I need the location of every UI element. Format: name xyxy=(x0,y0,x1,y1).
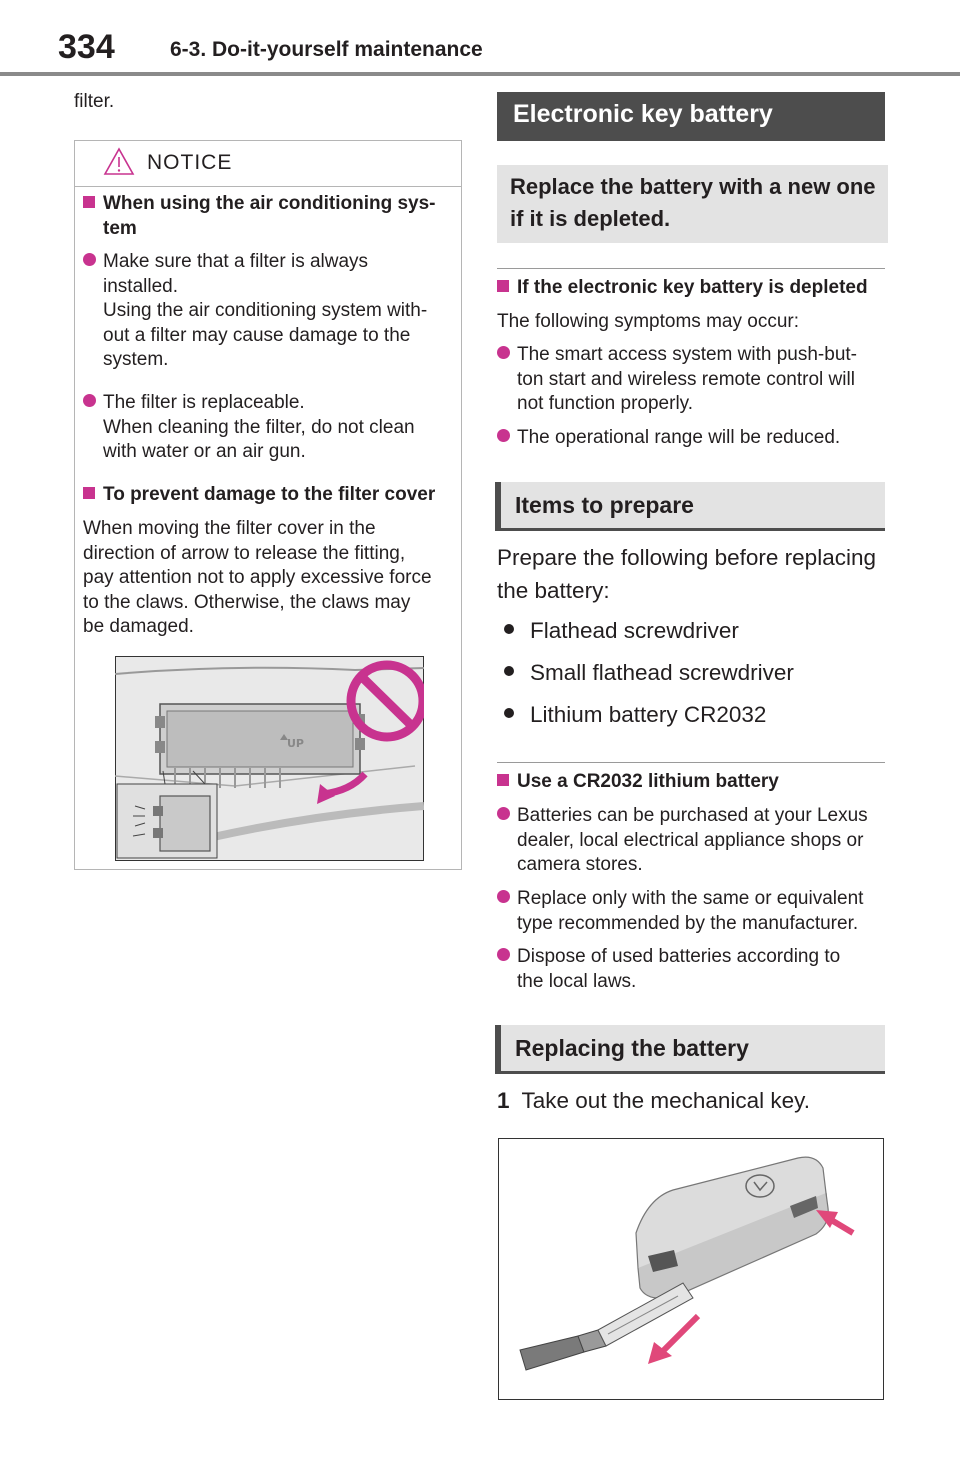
depleted-bullet-1: The smart access system with push-but- ton start and wireless remote control will not function properly. xyxy=(497,343,887,417)
notice-cover-text: When moving the filter cover in the direction of arrow to release the fitting, pay attention not to apply excessive force to the claws. Otherwise, the claws may be damaged. xyxy=(83,518,432,637)
summary-box xyxy=(497,165,888,243)
divider xyxy=(497,268,885,269)
up-label: UP xyxy=(287,737,304,750)
divider xyxy=(497,762,885,763)
square-bullet-icon xyxy=(83,196,95,208)
warning-icon xyxy=(103,147,135,177)
continued-text: filter. xyxy=(74,91,115,112)
heading-items-to-prepare: Items to prepare xyxy=(495,482,885,531)
use-bullet-1: Batteries can be purchased at your Lexus dealer, local electrical appliance shops or camera stores. xyxy=(497,804,897,878)
page-number: 334 xyxy=(58,28,115,66)
section-title: 6-3. Do-it-yourself maintenance xyxy=(170,38,483,61)
notice-header xyxy=(75,141,461,187)
notice-heading-cover: To prevent damage to the filter cover xyxy=(83,483,458,508)
round-bullet-icon xyxy=(497,807,510,820)
list-item: Small flathead screwdriver xyxy=(504,660,884,702)
list-item: Lithium battery CR2032 xyxy=(504,702,884,744)
heading-replacing-battery: Replacing the battery xyxy=(495,1025,885,1074)
depleted-bullet-2: The operational range will be reduced. xyxy=(497,426,887,451)
depleted-intro: The following symptoms may occur: xyxy=(497,311,799,332)
square-bullet-icon xyxy=(497,774,509,786)
notice-bullet-filter-installed: Make sure that a filter is always installed. Using the air conditioning system with- out a filter may cause damage to the system. xyxy=(83,250,458,373)
use-bullet-3: Dispose of used batteries according to the local laws. xyxy=(497,945,897,994)
use-bullet-2: Replace only with the same or equivalent type recommended by the manufacturer. xyxy=(497,887,897,936)
heading-electronic-key-battery: Electronic key battery xyxy=(497,92,885,141)
round-bullet-icon xyxy=(83,394,96,407)
summary-text: Replace the battery with a new one if it is depleted. xyxy=(510,174,876,231)
notice-box xyxy=(74,140,462,870)
bullet-icon xyxy=(504,624,514,634)
round-bullet-icon xyxy=(83,253,96,266)
heading-use-cr2032: Use a CR2032 lithium battery xyxy=(497,770,887,795)
bullet-icon xyxy=(504,666,514,676)
bullet-icon xyxy=(504,708,514,718)
header-rule xyxy=(0,72,960,76)
filter-cover-illustration xyxy=(115,656,424,861)
notice-heading-ac: When using the air conditioning sys- tem xyxy=(83,192,453,241)
round-bullet-icon xyxy=(497,948,510,961)
mechanical-key-illustration xyxy=(498,1138,884,1400)
list-item: Flathead screwdriver xyxy=(504,618,884,660)
round-bullet-icon xyxy=(497,890,510,903)
heading-key-depleted: If the electronic key battery is depleted xyxy=(497,276,887,301)
items-intro: Prepare the following before replacing the battery: xyxy=(497,545,876,603)
round-bullet-icon xyxy=(497,429,510,442)
notice-bullet-replaceable: The filter is replaceable. When cleaning the filter, do not clean with water or an air gun. xyxy=(83,391,458,465)
step-1 xyxy=(497,1088,810,1114)
items-list xyxy=(504,618,884,744)
step-text: Take out the mechanical key. xyxy=(521,1088,811,1113)
step-number: 1 xyxy=(497,1088,510,1113)
square-bullet-icon xyxy=(83,487,95,499)
square-bullet-icon xyxy=(497,280,509,292)
notice-title: NOTICE xyxy=(147,151,233,174)
round-bullet-icon xyxy=(497,346,510,359)
